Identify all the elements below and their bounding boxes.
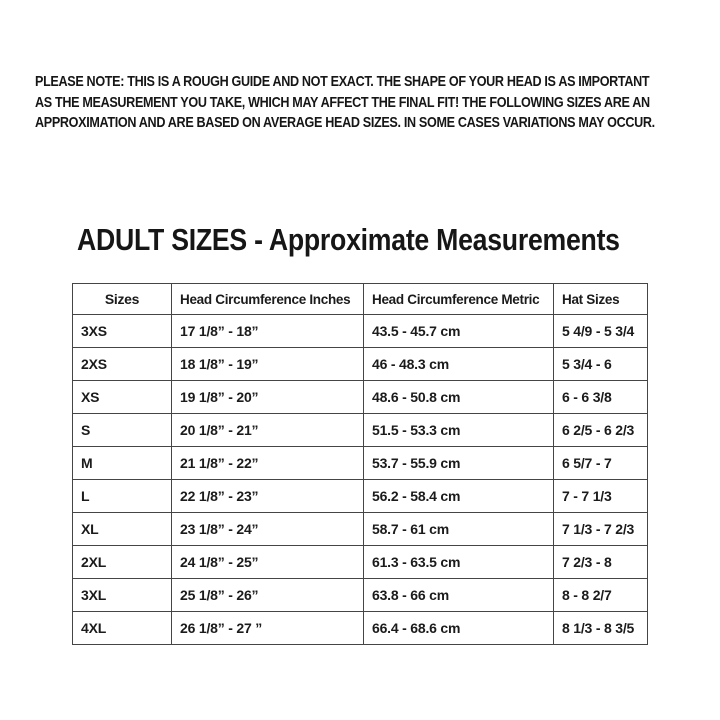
metric-cell: 43.5 - 45.7 cm <box>364 315 554 348</box>
page-title: ADULT SIZES - Approximate Measurements <box>77 222 620 257</box>
hat-size-cell: 7 1/3 - 7 2/3 <box>554 513 648 546</box>
inches-cell: 23 1/8” - 24” <box>172 513 364 546</box>
metric-cell: 51.5 - 53.3 cm <box>364 414 554 447</box>
hat-size-cell: 7 - 7 1/3 <box>554 480 648 513</box>
metric-cell: 48.6 - 50.8 cm <box>364 381 554 414</box>
hat-size-cell: 5 4/9 - 5 3/4 <box>554 315 648 348</box>
table-row <box>73 513 648 546</box>
size-cell: 2XS <box>73 348 172 381</box>
metric-cell: 66.4 - 68.6 cm <box>364 612 554 645</box>
disclaimer-line: AS THE MEASUREMENT YOU TAKE, WHICH MAY AFFECT THE FINAL FIT! THE FOLLOWING SIZES ARE AN <box>35 93 650 111</box>
table-row <box>73 381 648 414</box>
inches-cell: 17 1/8” - 18” <box>172 315 364 348</box>
metric-cell: 46 - 48.3 cm <box>364 348 554 381</box>
disclaimer-line: APPROXIMATION AND ARE BASED ON AVERAGE HEAD SIZES. IN SOME CASES VARIATIONS MAY OCCUR. <box>35 114 655 131</box>
metric-cell: 53.7 - 55.9 cm <box>364 447 554 480</box>
size-cell: XS <box>73 381 172 414</box>
table-row <box>73 315 648 348</box>
hat-size-cell: 6 - 6 3/8 <box>554 381 648 414</box>
hat-size-cell: 6 2/5 - 6 2/3 <box>554 414 648 447</box>
table-row <box>73 546 648 579</box>
hat-size-cell: 6 5/7 - 7 <box>554 447 648 480</box>
table-row <box>73 480 648 513</box>
size-cell: 2XL <box>73 546 172 579</box>
table-row <box>73 414 648 447</box>
table-header-row <box>73 284 648 315</box>
column-header-hat-sizes: Hat Sizes <box>554 284 648 315</box>
inches-cell: 25 1/8” - 26” <box>172 579 364 612</box>
inches-cell: 19 1/8” - 20” <box>172 381 364 414</box>
inches-cell: 20 1/8” - 21” <box>172 414 364 447</box>
inches-cell: 26 1/8” - 27 ” <box>172 612 364 645</box>
size-cell: S <box>73 414 172 447</box>
hat-size-cell: 8 1/3 - 8 3/5 <box>554 612 648 645</box>
size-cell: L <box>73 480 172 513</box>
inches-cell: 24 1/8” - 25” <box>172 546 364 579</box>
size-cell: M <box>73 447 172 480</box>
column-header-sizes: Sizes <box>73 284 172 315</box>
inches-cell: 22 1/8” - 23” <box>172 480 364 513</box>
disclaimer-note <box>35 72 720 134</box>
table-row <box>73 447 648 480</box>
inches-cell: 21 1/8” - 22” <box>172 447 364 480</box>
column-header-inches: Head Circumference Inches <box>172 284 364 315</box>
hat-size-cell: 8 - 8 2/7 <box>554 579 648 612</box>
table-row <box>73 348 648 381</box>
metric-cell: 58.7 - 61 cm <box>364 513 554 546</box>
size-cell: 3XS <box>73 315 172 348</box>
metric-cell: 56.2 - 58.4 cm <box>364 480 554 513</box>
hat-size-cell: 5 3/4 - 6 <box>554 348 648 381</box>
size-cell: 3XL <box>73 579 172 612</box>
metric-cell: 61.3 - 63.5 cm <box>364 546 554 579</box>
column-header-metric: Head Circumference Metric <box>364 284 554 315</box>
table-row <box>73 579 648 612</box>
size-cell: 4XL <box>73 612 172 645</box>
table-row <box>73 612 648 645</box>
metric-cell: 63.8 - 66 cm <box>364 579 554 612</box>
size-cell: XL <box>73 513 172 546</box>
inches-cell: 18 1/8” - 19” <box>172 348 364 381</box>
adult-sizes-table <box>72 283 648 645</box>
disclaimer-line: PLEASE NOTE: THIS IS A ROUGH GUIDE AND NOT EXACT. THE SHAPE OF YOUR HEAD IS AS IMPORTANT <box>35 73 650 90</box>
hat-size-cell: 7 2/3 - 8 <box>554 546 648 579</box>
